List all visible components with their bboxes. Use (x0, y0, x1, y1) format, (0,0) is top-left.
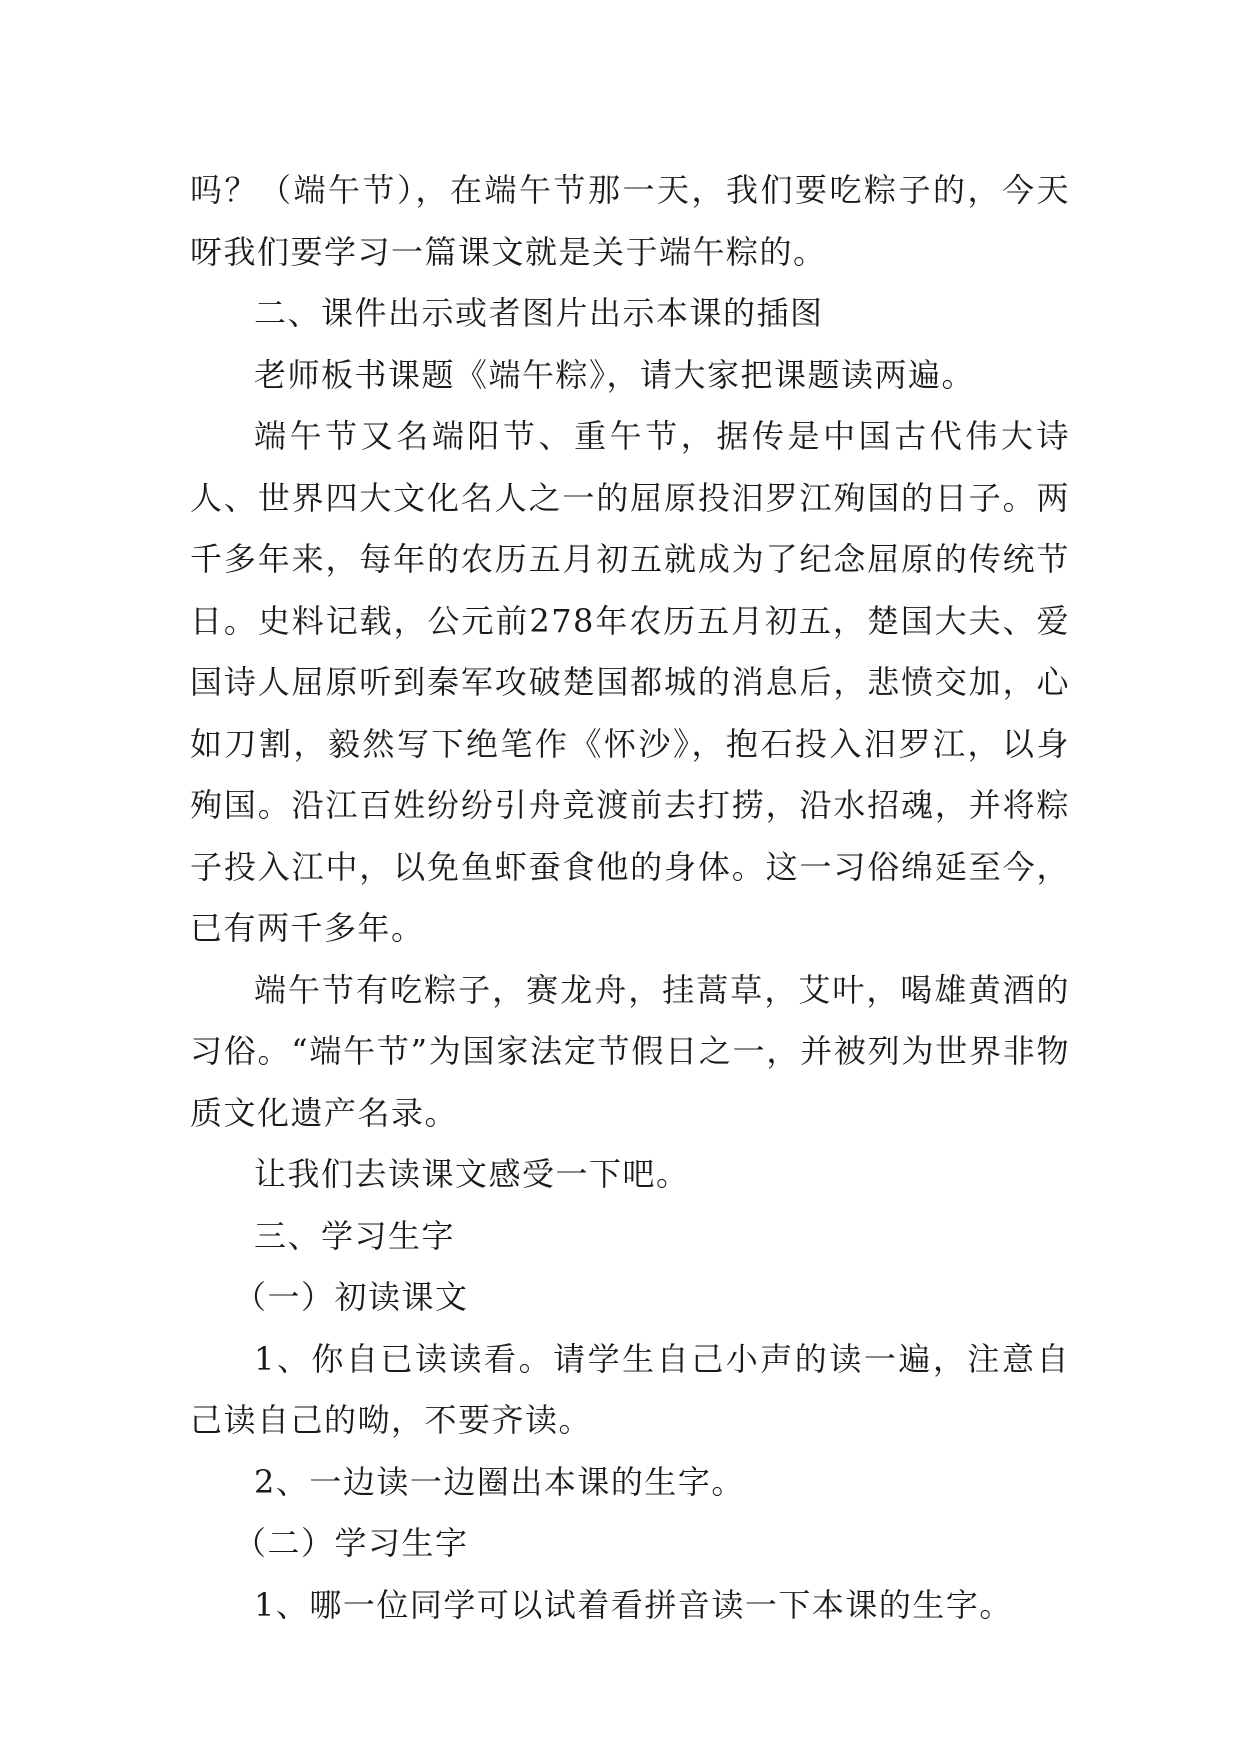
subsection-heading-one: （一）初读课文 (234, 1278, 469, 1316)
section-heading-two: 二、课件出示或者图片出示本课的插图 (254, 294, 824, 332)
subsection-heading-two: （二）学习生字 (234, 1524, 469, 1562)
document-body (190, 160, 1070, 1636)
paragraph-festival-customs: 端午节有吃粽子，赛龙舟，挂蒿草，艾叶，喝雄黄酒的习俗。“端午节”为国家法定节假日之一，并被列为世界非物质文化遗产名录。 (190, 970, 1070, 1132)
paragraph-title-writing: 老师板书课题《端午粽》，请大家把课题读两遍。 (254, 355, 976, 394)
list-item-one: 1、你自已读读看。请学生自己小声的读一遍，注意自己读自己的呦，不要齐读。 (190, 1339, 1070, 1439)
section-heading-three: 三、学习生字 (254, 1216, 456, 1255)
paragraph-intro-continued: 吗？（端午节），在端午节那一天，我们要吃粽子的，今天呀我们要学习一篇课文就是关于端午粽的。 (190, 171, 1070, 271)
paragraph-festival-history: 端午节又名端阳节、重午节，据传是中国古代伟大诗人、世界四大文化名人之一的屈原投汨罗江殉国的日子。两千多年来，每年的农历五月初五就成为了纪念屈原的传统节日。史料记载，公元前278年农历五月初五，楚国大夫、爱国诗人屈原听到秦军攻破楚国都城的消息后，悲愤交加，心如刀割，毅然写下绝笔作《怀沙》，抱石投入汨罗江，以身殉国。沿江百姓纷纷引舟竞渡前去打捞，沿水招魂，并将粽子投入江中，以免鱼虾蚕食他的身体。这一习俗绵延至今，已有两千多年。 (190, 417, 1070, 947)
list-item-two: 2、一边读一边圈出本课的生字。 (254, 1462, 745, 1501)
paragraph-read-text: 让我们去读课文感受一下吧。 (254, 1155, 690, 1193)
list-item-three: 1、哪一位同学可以试着看拼音读一下本课的生字。 (254, 1585, 1013, 1624)
